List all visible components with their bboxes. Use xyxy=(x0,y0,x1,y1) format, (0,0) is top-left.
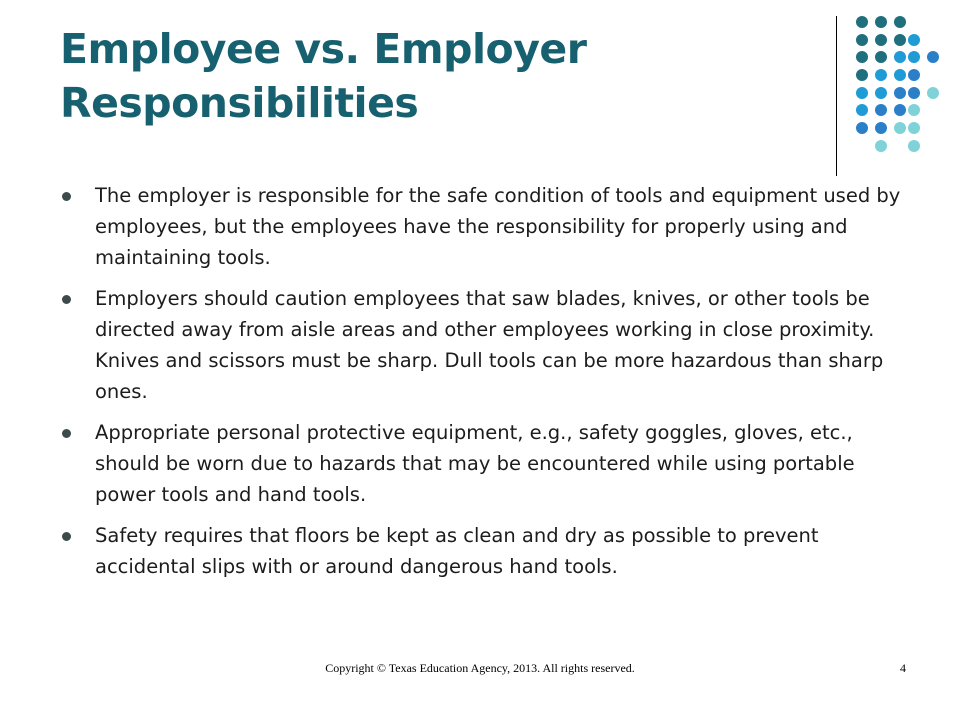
decorative-dot-grid xyxy=(850,14,950,154)
page-number: 4 xyxy=(900,661,906,675)
slide-title: Employee vs. Employer Responsibilities xyxy=(60,25,587,127)
bullet-item xyxy=(60,520,910,582)
bullet-item xyxy=(60,283,910,407)
bullet-marker xyxy=(62,532,71,541)
copyright-footer: Copyright © Texas Education Agency, 2013. All rights reserved. xyxy=(325,661,635,675)
bullet-item xyxy=(60,180,910,273)
title-divider xyxy=(836,16,837,176)
bullet-marker xyxy=(62,192,71,201)
bullet-marker xyxy=(62,429,71,438)
bullet-marker xyxy=(62,295,71,304)
bullet-item xyxy=(60,417,910,510)
bullet-text: Appropriate personal protective equipment, e.g., safety goggles, gloves, etc., should be worn due to hazards that may be encountered while using portable power tools and hand tools. xyxy=(95,421,855,506)
bullet-text: The employer is responsible for the safe condition of tools and equipment used by employees, but the employees have the responsibility for properly using and maintaining tools. xyxy=(95,184,901,269)
bullet-text: Safety requires that floors be kept as clean and dry as possible to prevent accidental slips with or around dangerous hand tools. xyxy=(95,524,819,578)
bullet-list xyxy=(60,180,910,592)
bullet-text: Employers should caution employees that saw blades, knives, or other tools be directed away from aisle areas and other employees working in close proximity. Knives and scissors must be sharp. Dull tools can be more hazardous than sharp ones. xyxy=(95,287,884,403)
